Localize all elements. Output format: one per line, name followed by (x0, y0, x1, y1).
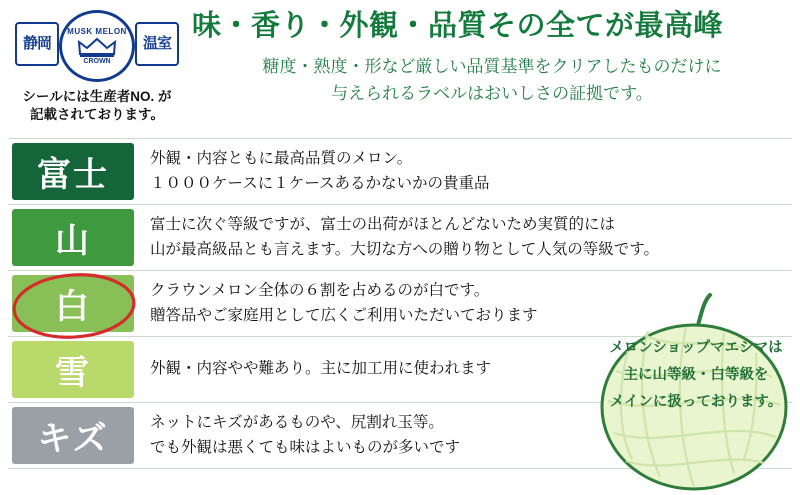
grade-label-yuki (12, 341, 134, 398)
grade-desc-line: 富士に次ぐ等級ですが、富士の出荷がほとんどないため実質的には (150, 216, 616, 234)
crown-icon (77, 37, 117, 57)
crown-melon-seal (15, 10, 179, 82)
grade-label-fuji (12, 143, 134, 200)
grade-label-text: 山 (55, 222, 91, 260)
seal-brand-top: MUSK MELON (67, 27, 127, 36)
page-title: 味・香り・外観・品質その全てが最高峰 (192, 10, 724, 42)
callout-line-2: 主に山等級・白等級を (623, 366, 769, 383)
grade-desc-line: ネットにキズがあるものや、尻割れ玉等。 (150, 414, 444, 432)
seal-note (8, 88, 186, 124)
seal-note-line-1: シールには生産者NO. が (22, 89, 172, 104)
grade-label-text: キズ (37, 420, 109, 458)
grade-desc-line: 贈答品やご家庭用として広くご利用いただいております (150, 306, 538, 324)
header (8, 6, 792, 134)
grade-desc-line: クラウンメロン全体の６割を占めるのが白です。 (150, 282, 490, 300)
seal-left-kanji: 静岡 (15, 22, 59, 66)
callout-line-1: メロンショップマエシマは (609, 340, 783, 356)
page-subtitle-line-2: 与えられるラベルはおいしさの証拠です。 (331, 83, 653, 103)
grade-desc-line: 外観・内容ともに最高品質のメロン。 (150, 150, 413, 168)
grade-description (140, 205, 792, 270)
grade-desc-line: 外観・内容やや難あり。主に加工用に使われます (150, 360, 492, 378)
grade-label-shiro (12, 275, 134, 332)
callout-line-3: メインに扱っております。 (609, 393, 783, 410)
seal-block (8, 6, 186, 124)
table-row (8, 139, 792, 205)
grade-label-text: 富士 (37, 156, 109, 194)
grade-label-kizu (12, 407, 134, 464)
grade-desc-line: でも外観は悪くても味はよいものが多いです (150, 438, 461, 456)
grade-label-text: 雪 (55, 354, 91, 392)
page-subtitle (192, 54, 792, 107)
table-row (8, 205, 792, 271)
grade-desc-line: １０００ケースに１ケースあるかないかの貴重品 (150, 174, 490, 192)
grade-desc-line: 山が最高級品とも言えます。大切な方への贈り物として人気の等級です。 (150, 240, 660, 258)
seal-note-line-2: 記載されております。 (30, 107, 164, 123)
header-text (186, 6, 792, 107)
grade-description (140, 139, 792, 204)
melon-callout (598, 291, 794, 491)
grade-label-yama (12, 209, 134, 266)
callout-text (598, 335, 794, 415)
grade-label-text: 白 (55, 288, 91, 326)
seal-right-kanji: 温室 (135, 22, 179, 66)
page-subtitle-line-1: 糖度・熟度・形など厳しい品質基準をクリアしたものだけに (262, 57, 722, 77)
seal-center (59, 10, 135, 82)
seal-brand-bottom: CROWN (83, 58, 111, 65)
